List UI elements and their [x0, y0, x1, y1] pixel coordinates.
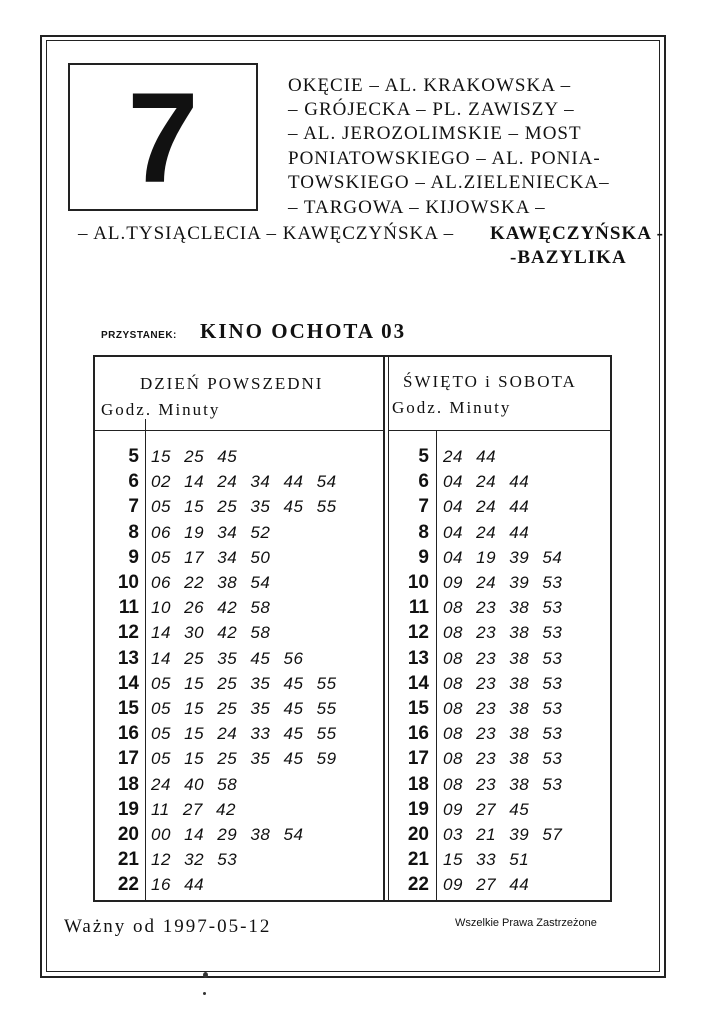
hour-cell: 5 — [418, 446, 429, 467]
hour-cell: 12 — [117, 622, 139, 644]
hour-cell: 14 — [407, 672, 429, 694]
holiday-subtitle: Godz. Minuty — [392, 398, 512, 417]
minutes-cell: 02 14 24 34 44 54 — [151, 472, 337, 492]
hour-cell: 7 — [418, 496, 429, 518]
minutes-cell: 09 27 45 — [443, 799, 530, 819]
hour-cell: 6 — [128, 471, 139, 493]
minutes-cell: 04 19 39 54 — [443, 547, 563, 567]
minutes-cell: 05 15 25 35 45 55 — [151, 699, 337, 718]
hour-cell: 17 — [117, 748, 139, 770]
route-number: 7 — [127, 67, 199, 210]
copyright-notice: Wszelkie Prawa Zastrzeżone — [455, 917, 597, 929]
minutes-cell: 24 40 58 — [151, 774, 238, 794]
route-number-box — [68, 63, 258, 211]
hour-cell: 15 — [117, 698, 139, 719]
minutes-cell: 04 24 44 — [443, 497, 530, 517]
hour-cell: 22 — [407, 874, 429, 896]
hour-cell: 11 — [408, 597, 429, 619]
minutes-cell: 08 23 38 53 — [443, 598, 563, 618]
hour-cell: 21 — [407, 849, 429, 871]
hour-cell: 19 — [407, 798, 429, 820]
hour-cell: 21 — [117, 849, 139, 871]
minutes-cell: 06 22 38 54 — [151, 573, 271, 592]
minutes-cell: 05 17 34 50 — [151, 547, 271, 567]
minutes-cell: 15 25 45 — [151, 447, 238, 466]
route-description-line: OKĘCIE – AL. KRAKOWSKA – — [288, 75, 572, 96]
minutes-cell: 05 15 25 35 45 59 — [151, 749, 337, 769]
minutes-cell: 08 23 38 53 — [443, 749, 563, 769]
minutes-cell: 05 15 25 35 45 55 — [151, 497, 337, 517]
weekday-title: DZIEŃ POWSZEDNI — [140, 374, 324, 393]
hour-cell: 16 — [407, 723, 429, 745]
minutes-cell: 08 23 38 53 — [443, 699, 563, 718]
hour-cell: 6 — [418, 471, 429, 493]
minutes-cell: 12 32 53 — [151, 850, 238, 870]
minutes-cell: 05 15 24 33 45 55 — [151, 724, 337, 744]
minutes-cell: 06 19 34 52 — [151, 522, 271, 542]
hour-cell: 20 — [117, 824, 139, 845]
hour-cell: 13 — [117, 647, 139, 669]
hour-cell: 8 — [128, 521, 139, 543]
hour-cell: 13 — [407, 647, 429, 669]
hour-cell: 5 — [128, 446, 139, 467]
minutes-cell: 15 33 51 — [443, 850, 530, 870]
hour-cell: 9 — [418, 546, 429, 568]
hour-cell: 8 — [418, 521, 429, 543]
minutes-cell: 05 15 25 35 45 55 — [151, 673, 337, 693]
route-description-line: PONIATOWSKIEGO – AL. PONIA- — [288, 148, 601, 169]
hour-cell: 12 — [407, 622, 429, 644]
route-description-line: TOWSKIEGO – AL.ZIELENIECKA– — [288, 172, 610, 193]
stop-name: KINO OCHOTA 03 — [200, 319, 407, 343]
minutes-cell: 14 30 42 58 — [151, 623, 271, 643]
hour-cell: 18 — [117, 773, 139, 795]
route-description-line: – AL. JEROZOLIMSKIE – MOST — [288, 123, 582, 144]
weekday-subtitle: Godz. Minuty — [101, 400, 221, 419]
minutes-cell: 24 44 — [443, 447, 497, 466]
timetable — [93, 355, 612, 902]
valid-from: Ważny od 1997-05-12 — [64, 916, 272, 937]
hour-cell: 11 — [118, 597, 139, 619]
minutes-cell: 00 14 29 38 54 — [151, 825, 304, 844]
hour-cell: 22 — [117, 874, 139, 896]
minutes-cell: 09 27 44 — [443, 875, 530, 895]
minutes-cell: 08 23 38 53 — [443, 673, 563, 693]
header-separator — [95, 430, 383, 431]
hour-column-separator — [436, 430, 437, 900]
minutes-cell: 03 21 39 57 — [443, 825, 563, 844]
minutes-cell: 08 23 38 53 — [443, 724, 563, 744]
minutes-cell: 14 25 35 45 56 — [151, 648, 304, 668]
hour-cell: 20 — [407, 824, 429, 845]
hour-cell: 19 — [117, 798, 139, 820]
hour-cell: 14 — [117, 672, 139, 694]
scan-speck — [203, 972, 208, 978]
holiday-title: ŚWIĘTO i SOBOTA — [403, 372, 577, 391]
minutes-cell: 10 26 42 58 — [151, 598, 271, 618]
header-separator — [389, 430, 610, 431]
hour-cell: 10 — [407, 572, 429, 593]
minutes-cell: 16 44 — [151, 875, 205, 895]
hour-cell: 7 — [128, 496, 139, 518]
route-description-line: – AL.TYSIĄCLECIA – KAWĘCZYŃSKA – — [78, 223, 455, 244]
minutes-cell: 08 23 38 53 — [443, 623, 563, 643]
hour-cell: 17 — [407, 748, 429, 770]
hour-cell: 15 — [407, 698, 429, 719]
route-terminus-line: -BAZYLIKA — [510, 247, 627, 268]
scan-speck — [203, 992, 206, 995]
hour-cell: 9 — [128, 546, 139, 568]
minutes-cell: 08 23 38 53 — [443, 648, 563, 668]
route-description-line: – GRÓJECKA – PL. ZAWISZY – — [288, 99, 575, 120]
minutes-cell: 04 24 44 — [443, 522, 530, 542]
hour-cell: 10 — [117, 572, 139, 593]
stop-label: PRZYSTANEK: — [101, 330, 177, 341]
hour-column-separator — [145, 419, 146, 900]
route-description-line: – TARGOWA – KIJOWSKA – — [288, 197, 546, 218]
route-terminus-line: KAWĘCZYŃSKA - — [490, 223, 664, 244]
hour-cell: 18 — [407, 773, 429, 795]
hour-cell: 16 — [117, 723, 139, 745]
minutes-cell: 08 23 38 53 — [443, 774, 563, 794]
minutes-cell: 04 24 44 — [443, 472, 530, 492]
minutes-cell: 09 24 39 53 — [443, 573, 563, 592]
minutes-cell: 11 27 42 — [151, 799, 236, 819]
